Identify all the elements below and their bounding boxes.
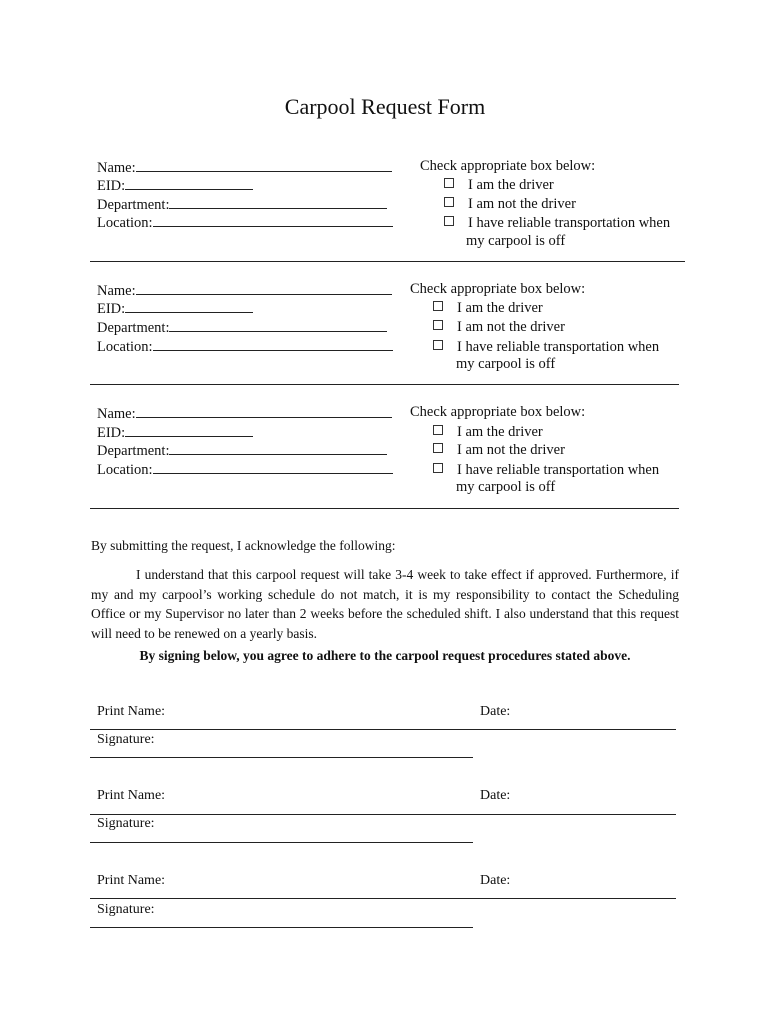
check-heading: Check appropriate box below: xyxy=(410,281,586,297)
eid-label: EID: xyxy=(97,178,126,194)
acknowledgement-body: I understand that this carpool request will take 3-4 week to take effect if approved. Furthermore, if my and my carpool’s working schedule do not match, it is my responsibility to contact the Scheduling Office or my Supervisor no later than 2 weeks before the scheduled shift. I also understand that this request will need to be renewed on a yearly basis. xyxy=(91,567,679,641)
signature-line[interactable] xyxy=(90,842,473,843)
print-name-label: Print Name: xyxy=(97,788,166,803)
signature-block-2 xyxy=(0,786,770,876)
name-line[interactable] xyxy=(136,158,392,172)
agreement-statement: By signing below, you agree to adhere to the carpool request procedures stated above. xyxy=(139,648,631,663)
acknowledgement-lead: By submitting the request, I acknowledge the following: xyxy=(91,538,396,553)
checkbox-icon[interactable] xyxy=(433,443,443,453)
option-driver[interactable] xyxy=(433,423,543,441)
department-field[interactable] xyxy=(97,195,387,214)
option-continuation: my carpool is off xyxy=(466,233,566,249)
name-field[interactable] xyxy=(97,404,392,423)
option-reliable-transport[interactable] xyxy=(433,461,659,479)
location-field[interactable] xyxy=(97,213,393,232)
location-label: Location: xyxy=(97,215,153,231)
department-field[interactable] xyxy=(97,318,387,337)
department-field[interactable] xyxy=(97,441,387,460)
eid-field[interactable] xyxy=(97,423,253,442)
option-label: I am the driver xyxy=(457,300,543,316)
option-not-driver[interactable] xyxy=(444,195,576,213)
eid-line[interactable] xyxy=(125,299,253,313)
checkbox-icon[interactable] xyxy=(444,197,454,207)
form-title: Carpool Request Form xyxy=(284,94,486,119)
name-field[interactable] xyxy=(97,158,392,177)
section-divider xyxy=(90,508,679,509)
section-divider xyxy=(90,384,679,385)
option-label: I am the driver xyxy=(457,424,543,440)
eid-line[interactable] xyxy=(125,176,253,190)
checkbox-icon[interactable] xyxy=(444,178,454,188)
department-label: Department: xyxy=(97,443,170,459)
date-label: Date: xyxy=(480,873,511,888)
department-line[interactable] xyxy=(169,195,387,209)
option-label: I am the driver xyxy=(468,177,554,193)
print-name-date-line[interactable] xyxy=(90,729,676,730)
signature-line[interactable] xyxy=(90,927,473,928)
check-heading: Check appropriate box below: xyxy=(410,404,586,420)
name-line[interactable] xyxy=(136,404,392,418)
option-continuation: my carpool is off xyxy=(456,356,556,372)
signature-label: Signature: xyxy=(97,732,155,747)
member-block-2 xyxy=(0,280,770,404)
department-line[interactable] xyxy=(169,441,387,455)
checkbox-icon[interactable] xyxy=(433,340,443,350)
signature-label: Signature: xyxy=(97,816,155,831)
checkbox-icon[interactable] xyxy=(433,301,443,311)
signature-line[interactable] xyxy=(90,757,473,758)
name-field[interactable] xyxy=(97,281,392,300)
checkbox-icon[interactable] xyxy=(433,320,443,330)
member-block-1 xyxy=(0,157,770,281)
eid-line[interactable] xyxy=(125,423,253,437)
option-label: I have reliable transportation when xyxy=(468,215,671,231)
print-name-date-line[interactable] xyxy=(90,898,676,899)
option-label: I have reliable transportation when xyxy=(457,339,660,355)
print-name-label: Print Name: xyxy=(97,704,166,719)
location-line[interactable] xyxy=(153,213,393,227)
option-label: I am not the driver xyxy=(468,196,576,212)
option-driver[interactable] xyxy=(444,176,554,194)
option-not-driver[interactable] xyxy=(433,441,565,459)
print-name-label: Print Name: xyxy=(97,873,166,888)
location-label: Location: xyxy=(97,339,153,355)
name-label: Name: xyxy=(97,283,136,299)
eid-field[interactable] xyxy=(97,176,253,195)
location-label: Location: xyxy=(97,462,153,478)
option-label: I have reliable transportation when xyxy=(457,462,660,478)
signature-label: Signature: xyxy=(97,902,155,917)
eid-field[interactable] xyxy=(97,299,253,318)
name-label: Name: xyxy=(97,160,136,176)
location-line[interactable] xyxy=(153,460,393,474)
signature-block-1 xyxy=(0,702,770,792)
location-line[interactable] xyxy=(153,337,393,351)
option-reliable-transport[interactable] xyxy=(444,214,670,232)
eid-label: EID: xyxy=(97,425,126,441)
eid-label: EID: xyxy=(97,301,126,317)
section-divider xyxy=(90,261,685,262)
check-heading: Check appropriate box below: xyxy=(420,158,596,174)
checkbox-icon[interactable] xyxy=(433,425,443,435)
name-label: Name: xyxy=(97,406,136,422)
signature-block-3 xyxy=(0,871,770,961)
option-label: I am not the driver xyxy=(457,442,565,458)
option-driver[interactable] xyxy=(433,299,543,317)
name-line[interactable] xyxy=(136,281,392,295)
option-continuation: my carpool is off xyxy=(456,479,556,495)
date-label: Date: xyxy=(480,788,511,803)
date-label: Date: xyxy=(480,704,511,719)
print-name-date-line[interactable] xyxy=(90,814,676,815)
department-label: Department: xyxy=(97,197,170,213)
department-label: Department: xyxy=(97,320,170,336)
department-line[interactable] xyxy=(169,318,387,332)
checkbox-icon[interactable] xyxy=(433,463,443,473)
location-field[interactable] xyxy=(97,460,393,479)
location-field[interactable] xyxy=(97,337,393,356)
option-not-driver[interactable] xyxy=(433,318,565,336)
option-reliable-transport[interactable] xyxy=(433,338,659,356)
checkbox-icon[interactable] xyxy=(444,216,454,226)
option-label: I am not the driver xyxy=(457,319,565,335)
